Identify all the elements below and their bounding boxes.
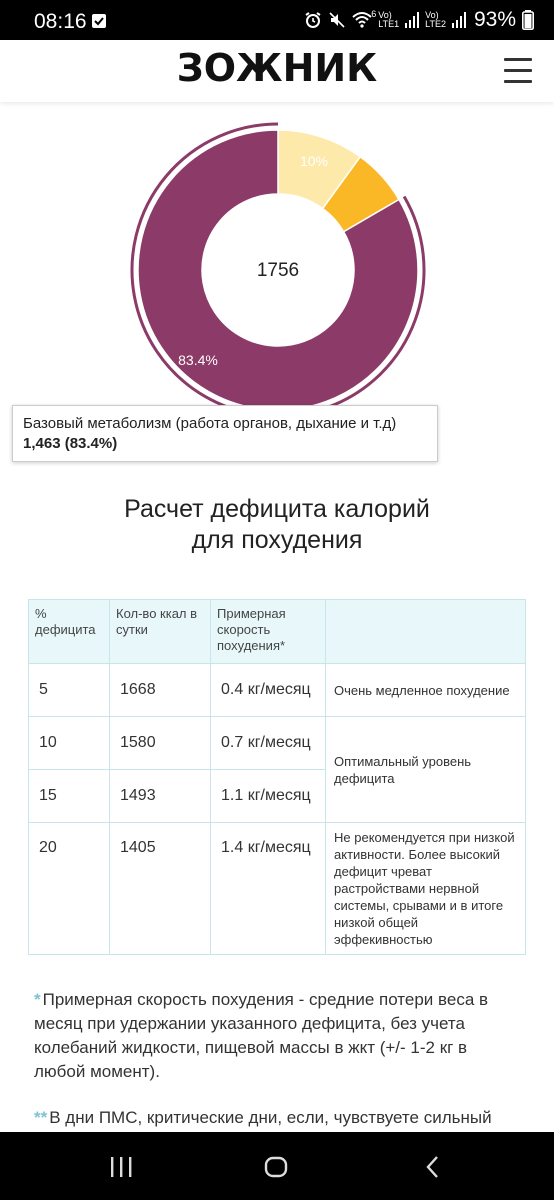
header-note	[326, 600, 526, 664]
tooltip-value: 1,463 (83.4%)	[23, 435, 118, 452]
status-time: 08:16	[34, 10, 87, 33]
donut-slice-label: 83.4%	[178, 352, 218, 368]
mute-icon	[328, 11, 346, 29]
recent-apps-icon[interactable]	[108, 1154, 134, 1180]
signal-1-icon	[405, 12, 419, 28]
cell-speed: 1.1 кг/месяц	[211, 770, 326, 823]
cell-deficit: 10	[29, 717, 110, 770]
donut-slice-label: 10%	[299, 153, 329, 169]
cell-kcal: 1668	[110, 664, 211, 717]
note-not-recommended: Не рекомендуется при низкой активности. Более высокий дефицит чреват растройствами нервной системы, срывами и в итоге низкой общей эффекивностью	[326, 823, 526, 955]
cell-deficit: 5	[29, 664, 110, 717]
checkbox-notification-icon	[92, 14, 106, 28]
footnote-pms	[34, 1106, 504, 1132]
cell-speed: 0.7 кг/месяц	[211, 717, 326, 770]
table-row	[29, 664, 526, 717]
note-slow: Очень медленное похудение	[326, 664, 526, 717]
section-title	[0, 494, 554, 556]
wifi-label: 6	[371, 9, 377, 19]
cell-kcal: 1580	[110, 717, 211, 770]
cell-kcal: 1405	[110, 823, 211, 955]
sim2-label: Vo) LTE2	[425, 10, 446, 29]
cell-deficit: 20	[29, 823, 110, 955]
back-icon[interactable]	[420, 1154, 446, 1180]
section-title-line2: для похудения	[191, 526, 363, 554]
chart-tooltip	[12, 405, 438, 462]
calorie-donut-chart[interactable]	[128, 120, 428, 420]
cell-kcal: 1493	[110, 770, 211, 823]
header-kcal: Кол-во ккал в сутки	[110, 600, 211, 664]
table-row	[29, 823, 526, 955]
footnote-marker: **	[34, 1108, 48, 1127]
status-bar	[0, 0, 554, 40]
tooltip-title: Базовый метаболизм (работа органов, дыхание и т.д)	[23, 415, 397, 432]
deficit-table	[28, 599, 526, 955]
donut-center-value: 1756	[256, 260, 300, 281]
header-deficit: % дефицита	[29, 600, 110, 664]
cell-deficit: 15	[29, 770, 110, 823]
footnote-speed	[34, 988, 504, 1084]
site-header	[0, 40, 554, 102]
header-speed: Примерная скорость похудения*	[211, 600, 326, 664]
footnote-marker: *	[34, 990, 41, 1009]
sim1-label: Vo) LTE1	[378, 10, 400, 29]
home-icon[interactable]	[263, 1154, 289, 1180]
android-nav-bar	[0, 1132, 554, 1200]
status-icons	[304, 8, 534, 32]
footnote-text: В дни ПМС, критические дни, если, чувствуете сильный	[49, 1108, 492, 1127]
footnote-text: Примерная скорость похудения - средние потери веса в месяц при удержании указанного дефицита, без учета колебаний жидкости, пищевой массы в жкт (+/- 1-2 кг в любой момент).	[34, 990, 489, 1081]
signal-2-icon	[452, 12, 466, 28]
table-header-row	[29, 600, 526, 664]
alarm-icon	[304, 11, 322, 29]
battery-percent: 93%	[473, 8, 516, 31]
battery-icon	[522, 10, 534, 30]
cell-speed: 1.4 кг/месяц	[211, 823, 326, 955]
section-title-line1: Расчет дефицита калорий	[124, 495, 430, 523]
note-optimal: Оптимальный уровень дефицита	[326, 717, 526, 823]
hamburger-menu-icon[interactable]	[504, 58, 532, 84]
cell-speed: 0.4 кг/месяц	[211, 664, 326, 717]
site-logo[interactable]: ЗОЖНИК	[176, 46, 378, 90]
table-row	[29, 717, 526, 770]
wifi-icon	[352, 9, 377, 29]
